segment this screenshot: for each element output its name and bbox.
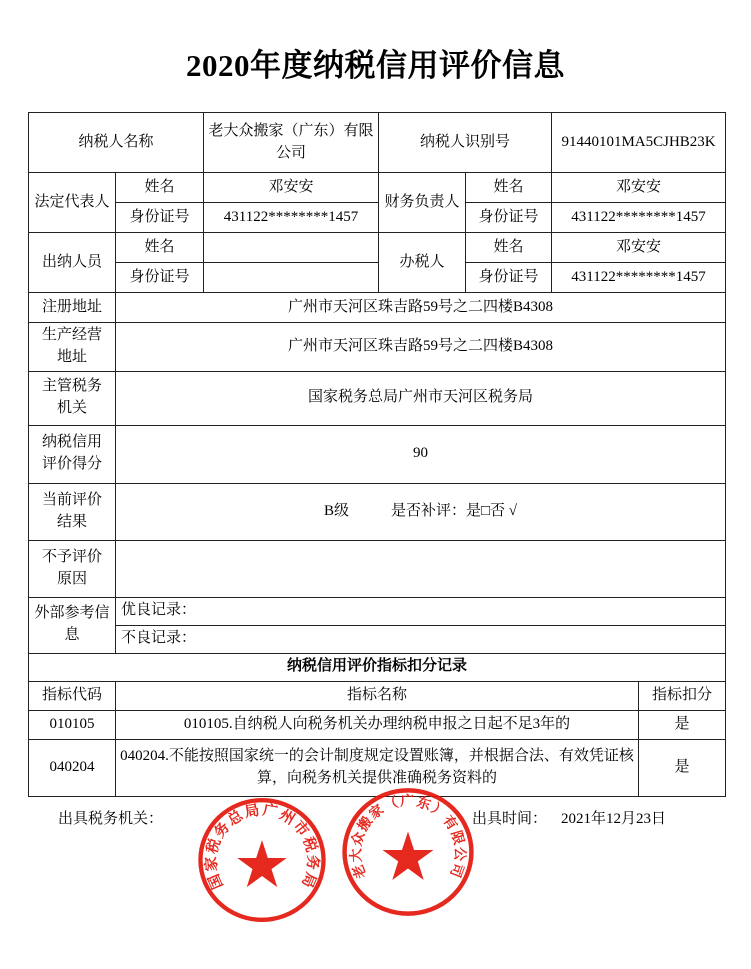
indicator-name: 040204.不能按照国家统一的会计制度规定设置账簿，并根据合法、有效凭证核算，向税务机关提供准确税务资料的: [116, 739, 639, 796]
legal-rep-name-value: 邓安安: [204, 173, 379, 203]
indicator-deduct-header: 指标扣分: [639, 681, 726, 710]
evaluation-result-value: [116, 483, 726, 540]
issuer-authority-label: 出具税务机关：: [58, 810, 164, 827]
indicator-code-header: 指标代码: [29, 681, 116, 710]
no-evaluation-reason-label: 不予评价原因: [29, 540, 116, 597]
tax-agent-name-label: 姓名: [466, 233, 552, 263]
taxpayer-id-value: 91440101MA5CJHB23K: [552, 113, 726, 173]
stamp-arc-text: 老大众搬家（广东）有限公司: [348, 793, 468, 881]
tax-authority-label: 主管税务机关: [29, 371, 116, 425]
indicator-name: 010105.自纳税人向税务机关办理纳税申报之日起不足3年的: [116, 710, 639, 739]
cashier-id-label: 身份证号: [116, 263, 204, 293]
cashier-id-value: [204, 263, 379, 293]
external-reference-label: 外部参考信息: [29, 597, 116, 653]
star-icon: [237, 840, 286, 887]
evaluation-result-label: 当前评价结果: [29, 483, 116, 540]
company-stamp-icon: [341, 785, 475, 919]
registered-address-value: 广州市天河区珠吉路59号之二四楼B4308: [116, 293, 726, 323]
tax-bureau-stamp-icon: [197, 795, 327, 925]
business-address-value: 广州市天河区珠吉路59号之二四楼B4308: [116, 323, 726, 372]
company-stamp: [341, 785, 475, 919]
finance-officer-label: 财务负责人: [379, 173, 466, 233]
taxpayer-id-label: 纳税人识别号: [379, 113, 552, 173]
indicator-code: 040204: [29, 739, 116, 796]
result-grade: B级: [323, 502, 349, 519]
stamp-arc-text: 国家税务总局广州市税务局: [203, 801, 321, 891]
indicator-deduct: 是: [639, 739, 726, 796]
finance-id-value: 431122********1457: [552, 203, 726, 233]
taxpayer-name-label: 纳税人名称: [29, 113, 204, 173]
tax-agent-name-value: 邓安安: [552, 233, 726, 263]
legal-rep-id-value: 431122********1457: [204, 203, 379, 233]
tax-bureau-stamp: [197, 795, 327, 925]
tax-agent-id-value: 431122********1457: [552, 263, 726, 293]
legal-rep-name-label: 姓名: [116, 173, 204, 203]
legal-rep-id-label: 身份证号: [116, 203, 204, 233]
business-address-label: 生产经营地址: [29, 323, 116, 372]
table-row: [29, 710, 726, 739]
tax-agent-label: 办税人: [379, 233, 466, 293]
good-record-row: 优良记录：: [116, 597, 726, 625]
bad-record-row: 不良记录：: [116, 625, 726, 653]
certificate-footer: [0, 793, 751, 969]
registered-address-label: 注册地址: [29, 293, 116, 323]
cashier-label: 出纳人员: [29, 233, 116, 293]
credit-score-value: 90: [116, 425, 726, 483]
cashier-name-value: [204, 233, 379, 263]
tax-authority-value: 国家税务总局广州市天河区税务局: [116, 371, 726, 425]
issue-time-label: 出具时间：: [472, 810, 548, 827]
page-title: 2020年度纳税信用评价信息: [186, 48, 565, 83]
taxpayer-name-value: 老大众搬家（广东）有限公司: [204, 113, 379, 173]
finance-id-label: 身份证号: [466, 203, 552, 233]
indicator-name-header: 指标名称: [116, 681, 639, 710]
tax-agent-id-label: 身份证号: [466, 263, 552, 293]
result-supplement-note: 是否补评：是□否 √: [391, 502, 518, 519]
credit-score-label: 纳税信用评价得分: [29, 425, 116, 483]
certificate-table: [28, 112, 726, 797]
no-evaluation-reason-value: [116, 540, 726, 597]
finance-name-label: 姓名: [466, 173, 552, 203]
deduction-section-title: 纳税信用评价指标扣分记录: [29, 653, 726, 681]
finance-name-value: 邓安安: [552, 173, 726, 203]
issue-time-value: 2021年12月23日: [561, 810, 667, 827]
indicator-code: 010105: [29, 710, 116, 739]
cashier-name-label: 姓名: [116, 233, 204, 263]
star-icon: [383, 831, 434, 880]
indicator-deduct: 是: [639, 710, 726, 739]
legal-rep-label: 法定代表人: [29, 173, 116, 233]
